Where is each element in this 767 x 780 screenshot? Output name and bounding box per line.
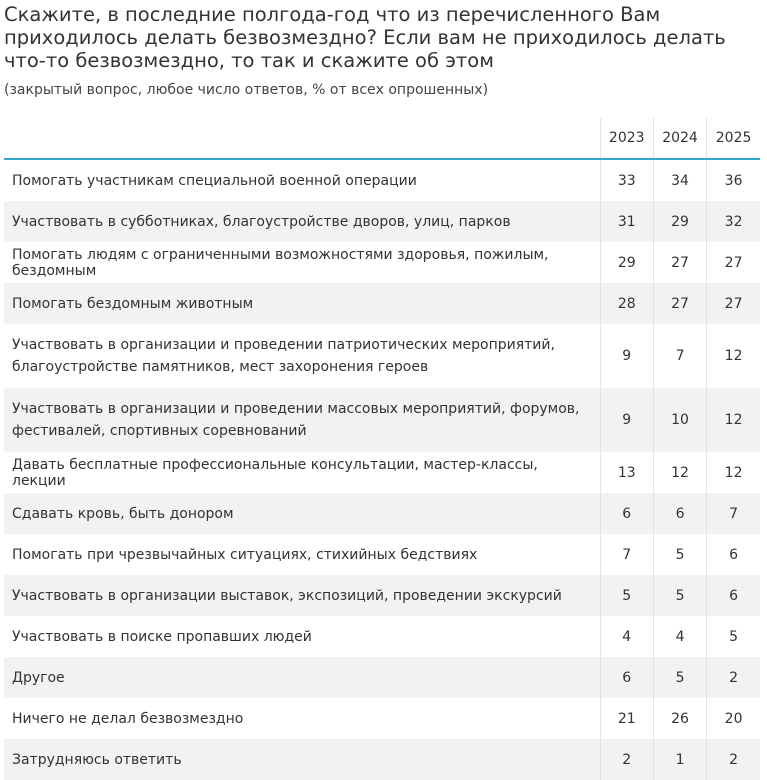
value-cell: 31 — [600, 201, 653, 242]
value-cell: 5 — [707, 616, 760, 657]
table-row — [4, 159, 760, 201]
table-header-row — [4, 118, 760, 159]
row-label: Участвовать в субботниках, благоустройстве дворов, улиц, парков — [4, 201, 600, 242]
table-row — [4, 201, 760, 242]
value-cell: 9 — [600, 324, 653, 388]
row-label: Помогать при чрезвычайных ситуациях, стихийных бедствиях — [12, 546, 478, 563]
table-row — [4, 616, 760, 657]
value-cell: 7 — [653, 324, 706, 388]
value-cell: 29 — [653, 201, 706, 242]
value-cell: 33 — [600, 159, 653, 201]
value-cell: 6 — [707, 534, 760, 575]
value-cell: 1 — [653, 739, 706, 780]
value-cell: 6 — [707, 575, 760, 616]
value-cell: 27 — [653, 283, 706, 324]
value-cell: 20 — [707, 698, 760, 739]
table-row — [4, 575, 760, 616]
column-header: 2023 — [600, 118, 653, 159]
value-cell: 5 — [653, 575, 706, 616]
value-cell: 12 — [707, 388, 760, 452]
row-label: Участвовать в организации выставок, экспозиций, проведении экскурсий — [4, 575, 600, 616]
table-row — [4, 657, 760, 698]
row-label: Сдавать кровь, быть донором — [4, 493, 600, 534]
header-label-cell — [4, 118, 600, 159]
column-header: 2024 — [653, 118, 706, 159]
value-cell: 5 — [653, 534, 706, 575]
row-label: Ничего не делал безвозмездно — [12, 710, 244, 727]
table-row — [4, 698, 760, 739]
value-cell: 2 — [600, 739, 653, 780]
table-row — [4, 493, 760, 534]
value-cell: 34 — [653, 159, 706, 201]
row-label: Затрудняюсь ответить — [4, 739, 600, 780]
value-cell: 13 — [600, 452, 653, 493]
value-cell: 27 — [653, 242, 706, 283]
value-cell: 5 — [600, 575, 653, 616]
value-cell: 12 — [653, 452, 706, 493]
value-cell: 36 — [707, 159, 760, 201]
table-row — [4, 534, 760, 575]
value-cell: 10 — [653, 388, 706, 452]
table-row — [4, 739, 760, 780]
value-cell: 5 — [653, 657, 706, 698]
row-label: Другое — [4, 657, 600, 698]
survey-table — [4, 118, 760, 780]
table-row — [4, 388, 760, 452]
value-cell: 32 — [707, 201, 760, 242]
value-cell: 4 — [653, 616, 706, 657]
value-cell: 27 — [707, 283, 760, 324]
table-row — [4, 283, 760, 324]
value-cell: 9 — [600, 388, 653, 452]
table-body — [4, 159, 760, 780]
table-row — [4, 324, 760, 388]
value-cell: 6 — [600, 493, 653, 534]
value-cell: 12 — [707, 452, 760, 493]
value-cell: 29 — [600, 242, 653, 283]
table-row — [4, 242, 760, 283]
value-cell: 12 — [707, 324, 760, 388]
row-label: Участвовать в организации и проведении патриотических мероприятий, благоустройстве памятников, мест захоронения героев — [12, 337, 555, 375]
row-label: Помогать людям с ограниченными возможностями здоровья, пожилым, бездомным — [12, 246, 549, 279]
row-label: Помогать бездомным животным — [4, 283, 600, 324]
value-cell: 7 — [707, 493, 760, 534]
value-cell: 26 — [653, 698, 706, 739]
value-cell: 21 — [600, 698, 653, 739]
column-header: 2025 — [707, 118, 760, 159]
value-cell: 2 — [707, 657, 760, 698]
row-label: Давать бесплатные профессиональные консультации, мастер-классы, лекции — [12, 456, 538, 489]
chart-subtitle: (закрытый вопрос, любое число ответов, % от всех опрошенных) — [4, 82, 489, 98]
row-label: Участвовать в организации и проведении массовых мероприятий, форумов, фестивалей, спортивных соревнований — [4, 388, 600, 452]
value-cell: 6 — [600, 657, 653, 698]
chart-title: Скажите, в последние полгода-год что из перечисленного Вам приходилось делать безвозмездно? Если вам не приходилось делать что-то безвозмездно, то так и скажите об этом — [4, 3, 726, 72]
row-label: Участвовать в поиске пропавших людей — [12, 628, 312, 645]
row-label: Помогать участникам специальной военной операции — [12, 172, 417, 189]
table-row — [4, 452, 760, 493]
value-cell: 6 — [653, 493, 706, 534]
value-cell: 7 — [600, 534, 653, 575]
value-cell: 2 — [707, 739, 760, 780]
value-cell: 28 — [600, 283, 653, 324]
value-cell: 27 — [707, 242, 760, 283]
value-cell: 4 — [600, 616, 653, 657]
